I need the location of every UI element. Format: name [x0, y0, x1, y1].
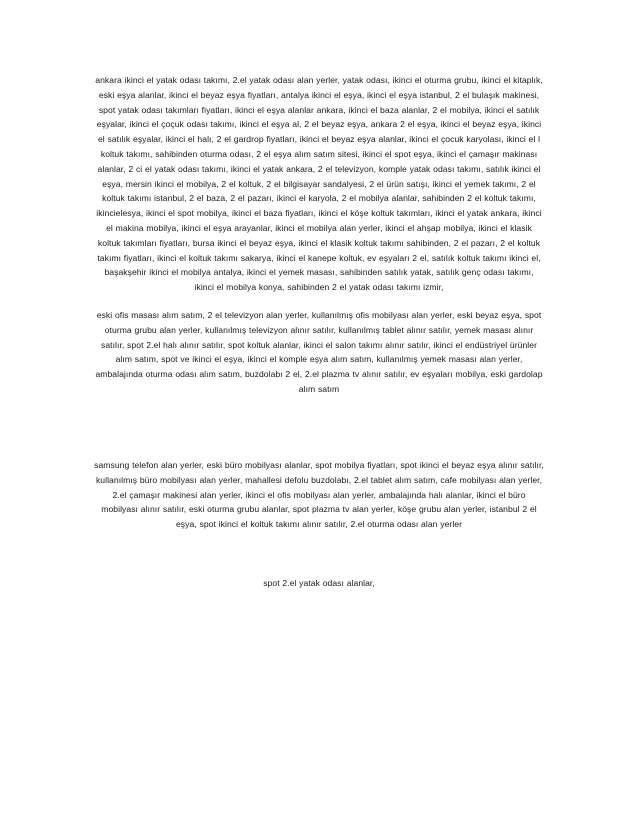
paragraph-keywords-furniture: ankara ikinci el yatak odası takımı, 2.el yatak odası alan yerler, yatak odası, ikinci el oturma grubu, ikinci el kitaplık, eski eşya alanlar, ikinci el beyaz eşya fiyatları, antalya ikinci el eşya, ikinci el eşya istanbul, 2 el bulaşık makinesi, spot yatak odası takımları fiyatları, ikinci el eşya alanlar ankara, ikinci el baza alanlar, 2 el mobilya, ikinci el satılık eşyalar, ikinci el çoçuk odası takımı, ikinci el eşya al, 2 el beyaz eşya, ankara 2 el eşya, ikinci el beyaz eşya, ikinci el satılık eşyalar, ikinci el halı, 2 el gardrop fiyatları, ikinci el beyaz eşya alanlar, ikinci el çocuk karyolası, ikinci el l koltuk takımı, sahibinden oturma odası, 2 el eşya alım satım sitesi, ikinci el spot eşya, ikinci el çamaşır makinası alanlar, 2 ci el yatak odası takımı, ikinci el yatak ankara, 2 el televizyon, komple yatak odası takımı, satılık ikinci el eşya, mersin ikinci el mobilya, 2 el koltuk, 2 el bilgisayar sandalyesi, 2 el ürün satışı, ikinci el yemek takımı, 2 el koltuk takımı istanbul, 2 el baza, 2 el pazarı, ikinci el karyola, 2 el mobilya alanlar, sahibinden 2 el koltuk takımı, ikincielesya, ikinci el spot mobilya, ikinci el baza fiyatları, ikinci el köşe koltuk takımları, ikinci el yatak ankara, ikinci el makina mobilya, ikinci el eşya arayanlar, ikinci el mobilya alan yerler, ikinci el ahşap mobilya, ikinci el klasik koltuk takımları fiyatları, bursa ikinci el beyaz eşya, ikinci el klasik koltuk takımı sahibinden, 2 el pazarı, 2 el koltuk takımı fiyatları, ikinci el koltuk takımı sakarya, ikinci el kanepe koltuk, ev eşyaları 2 el, satılık koltuk takımı ikinci el, başakşehir ikinci el mobilya antalya, ikinci el yemek masası, sahibinden satılık yatak, satılık genç odası takımı, ikinci el mobilya konya, sahibinden 2 el yatak odası takımı izmir, — [95, 75, 543, 293]
paragraph-keywords-electronics: samsung telefon alan yerler, eski büro mobilyası alanlar, spot mobilya fiyatları, spot ikinci el beyaz eşya alınır satılır, kullanılmış büro mobilyası alan yerler, mahallesi defolu buzdolabı, 2.el tablet alım satım, cafe mobilyası alan yerler, 2.el çamaşır makinesi alan yerler, ikinci el ofis mobilyası alan yerler, ambalajında halı alanlar, ikinci el büro mobilyası alınır satılır, eski oturma grubu alanlar, spot plazma tv alan yerler, köşe grubu alan yerler, istanbul 2 el eşya, spot ikinci el koltuk takımı alınır satılır, 2.el oturma odası alan yerler — [94, 460, 544, 530]
paragraph-keywords-closing: spot 2.el yatak odası alanlar, — [263, 578, 375, 588]
paragraph-keywords-office: eski ofis masası alım satım, 2 el televizyon alan yerler, kullanılmış ofis mobilyası alan yerler, eski beyaz eşya, spot oturma grubu alan yerler, kullanılmış televizyon alınır satılır, kullanılmış tablet alınır satılır, yemek masası alınır satılır, spot 2.el halı alınır satılır, spot koltuk alanlar, ikinci el salon takımı alınır satılır, ikinci el endüstriyel ürünler alım satım, spot ve ikinci el eşya, ikinci el komple eşya alım satım, kullanılmış yemek masası alan yerler, ambalajında oturma odası alım satım, buzdolabı 2 el, 2.el plazma tv alınır satılır, ev eşyaları mobilya, eski gardolap alım satım — [95, 310, 543, 394]
